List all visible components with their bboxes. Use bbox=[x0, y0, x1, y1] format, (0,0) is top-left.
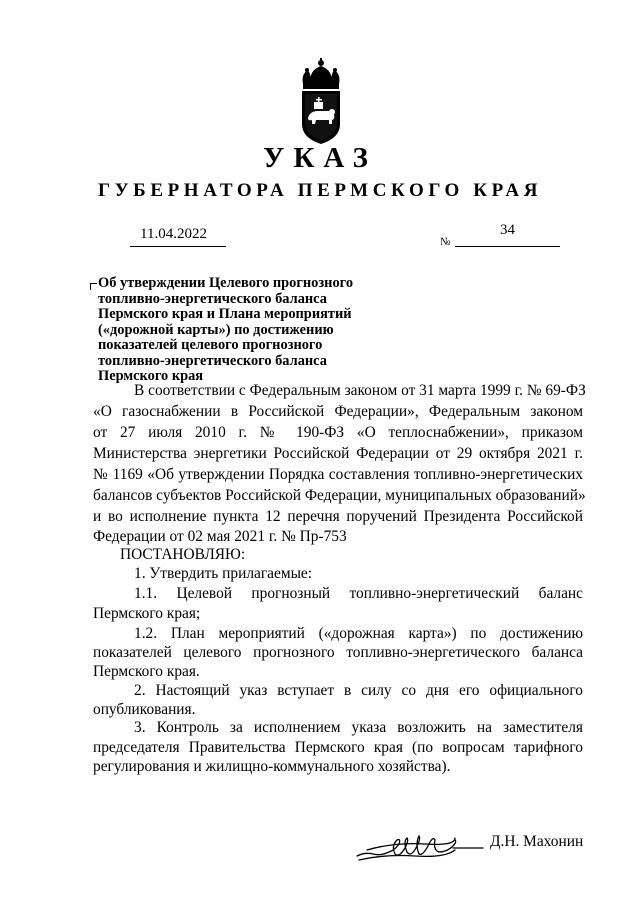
body-line: балансов субъектов Российской Федерации, муниципальных образований» bbox=[93, 487, 586, 504]
body-line: Министерства энергетики Российской Федерации от 29 октября 2021 г. bbox=[93, 445, 583, 462]
number-sign: № bbox=[440, 236, 451, 248]
body-line: председателя Правительства Пермского края (по вопросам тарифного bbox=[93, 739, 583, 756]
signer-name: Д.Н. Махонин bbox=[490, 833, 584, 850]
body-line: опубликования. bbox=[93, 701, 196, 718]
decree-date: 11.04.2022 bbox=[140, 226, 207, 242]
heading-line: Пермского края bbox=[98, 368, 204, 384]
decree-number: 34 bbox=[500, 222, 515, 238]
body-line: «О газоснабжении в Российской Федерации», Федеральным законом bbox=[93, 403, 583, 420]
heading-line: топливно-энергетического баланса bbox=[98, 352, 327, 369]
document-subtitle: ГУБЕРНАТОРА ПЕРМСКОГО КРАЯ bbox=[97, 180, 543, 201]
clause-3: 3. Контроль за исполнением указа возложить на заместителя bbox=[134, 719, 583, 736]
body-line: № 1169 «Об утверждении Порядка составления топливно-энергетических bbox=[93, 466, 583, 483]
heading-corner-mark bbox=[90, 283, 97, 290]
handwritten-signature bbox=[355, 830, 485, 866]
body-line: Пермского края. bbox=[93, 663, 200, 680]
body-line: В соответствии с Федеральным законом от 31 марта 1999 г. № 69-ФЗ bbox=[134, 382, 586, 399]
body-line: и во исполнение пункта 12 перечня поручений Президента Российской bbox=[93, 508, 583, 525]
heading-line: топливно-энергетического баланса bbox=[98, 290, 327, 307]
document-title: УКАЗ bbox=[263, 142, 377, 174]
number-underline bbox=[455, 246, 560, 247]
crown-icon bbox=[303, 58, 340, 89]
body-line: показателей целевого прогнозного топливно-энергетического баланса bbox=[93, 644, 583, 661]
body-line: регулирования и жилищно-коммунального хозяйства). bbox=[93, 758, 451, 775]
heading-line: Пермского края и Плана мероприятий bbox=[98, 306, 352, 322]
body-line: от 27 июля 2010 г. № 190-ФЗ «О теплоснабжении», приказом bbox=[93, 424, 583, 441]
heading-line: показателей целевого прогнозного bbox=[98, 337, 323, 353]
body-line: Федерации от 02 мая 2021 г. № Пр-753 bbox=[93, 528, 347, 545]
clause-2: 2. Настоящий указ вступает в силу со дня его официального bbox=[134, 682, 583, 699]
coat-of-arms-emblem bbox=[294, 58, 348, 146]
decree-heading bbox=[98, 276, 398, 385]
clause-1-1: 1.1. Целевой прогнозный топливно-энергетический баланс bbox=[134, 585, 583, 602]
body-line: Пермского края; bbox=[93, 605, 201, 622]
decree-resolution: ПОСТАНОВЛЯЮ: bbox=[120, 546, 246, 563]
clause-1-2: 1.2. План мероприятий («дорожная карта») по достижению bbox=[134, 625, 583, 642]
date-underline bbox=[130, 246, 226, 247]
clause-1: 1. Утвердить прилагаемые: bbox=[134, 565, 313, 582]
heading-line: Об утверждении Целевого прогнозного bbox=[98, 275, 354, 291]
heading-line: («дорожной карты») по достижению bbox=[98, 321, 334, 338]
